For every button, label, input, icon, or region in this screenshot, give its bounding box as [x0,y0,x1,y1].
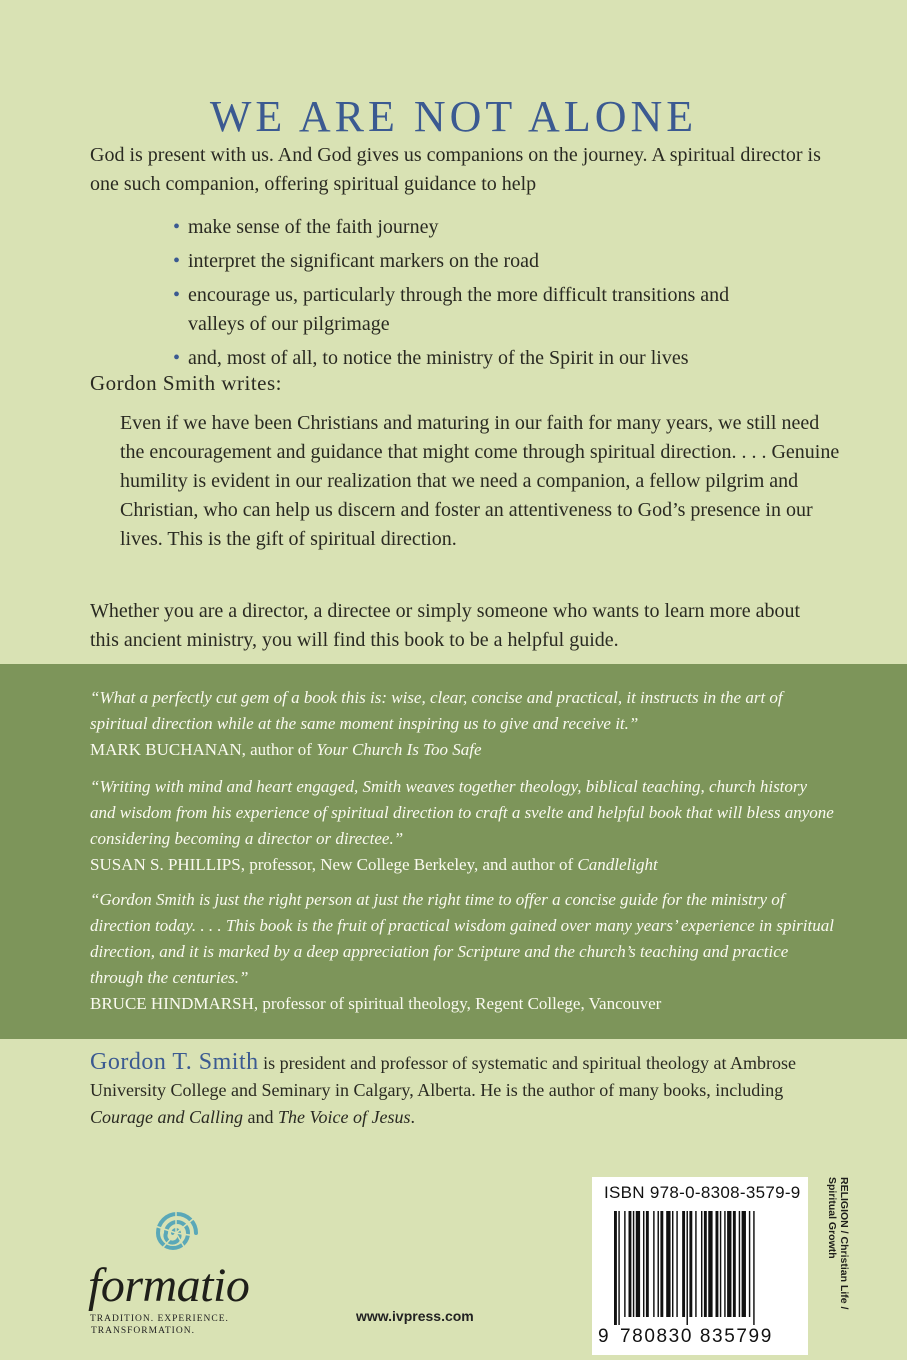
intro-section [90,141,830,378]
bullet-item: • encourage us, particularly through the more difficult transitions and valleys of our pilgrimage [173,281,783,339]
endorsement-attribution: BRUCE HINDMARSH, professor of spiritual theology, Regent College, Vancouver [90,994,662,1013]
bullet-item: • interpret the significant markers on the road [173,247,830,276]
endorser-name: SUSAN S. PHILLIPS [90,855,241,874]
endorsement [90,774,835,878]
endorser-book: Your Church Is Too Safe [316,740,482,759]
endorsement-attribution: SUSAN S. PHILLIPS, professor, New College Berkeley, and author of Candlelight [90,855,658,874]
author-quote: Even if we have been Christians and maturing in our faith for many years, we still need the encouragement and guidance that might come through spiritual direction. . . . Genuine humility is evident in our realization that we need a companion, a fellow pilgrim and Christian, who can help us discern and foster an attentiveness to God’s presence in our lives. This is the gift of spiritual direction. [120,412,840,550]
bullet-dot-icon: • [173,347,181,369]
author-bio: Gordon T. Smith is president and professor of systematic and spiritual theology at Ambrose University College and Seminary in Calgary, Alberta. He is the author of many books, including Courage and Calling and The Voice of Jesus. [90,1049,797,1127]
barcode-icon [614,1211,798,1325]
logo-wordmark: formatio [88,1259,250,1312]
formatio-logo [88,1205,258,1335]
author-name: Gordon T. Smith [90,1049,259,1075]
logo-tagline: TRADITION. EXPERIENCE. [90,1314,229,1324]
book-title: The Voice of Jesus [278,1107,411,1127]
bullet-dot-icon: • [173,284,181,306]
endorsement [90,887,835,1017]
book-title: Courage and Calling [90,1107,244,1127]
endorsement-band [0,664,907,1039]
publisher-website[interactable]: www.ivpress.com [356,1308,474,1324]
nautilus-shell-icon [146,1205,206,1261]
closing-paragraph: Whether you are a director, a directee or simply someone who wants to learn more about this ancient ministry, you will find this book to be a helpful guide. [90,600,801,651]
barcode-panel: ISBN 978-0-8308-3579-9 9 780830 835799 [592,1177,808,1355]
writes-label: Gordon Smith writes: [90,371,282,395]
bullet-item: • make sense of the faith journey [173,213,830,242]
endorsement [90,685,835,763]
endorser-book: Candlelight [577,855,658,874]
bullet-dot-icon: • [173,216,181,238]
endorsement-quote: “What a perfectly cut gem of a book this is: wise, clear, concise and practical, it instructs in the art of spiritual direction while at the same moment inspiring us to give and receive it.” [90,688,783,733]
endorsement-attribution: MARK BUCHANAN, author of Your Church Is Too Safe [90,740,482,759]
bullet-item: • and, most of all, to notice the ministry of the Spirit in our lives [173,344,830,373]
intro-paragraph: God is present with us. And God gives us companions on the journey. A spiritual director is one such companion, offering spiritual guidance to help [90,144,821,195]
category-label: RELIGION / Christian Life / Spiritual Growth [826,1177,850,1310]
endorser-name: BRUCE HINDMARSH [90,994,254,1013]
bullet-dot-icon: • [173,250,181,272]
endorsement-quote: “Gordon Smith is just the right person at just the right time to offer a concise guide for the ministry of direction today. . . . This book is the fruit of practical wisdom gained over many years’ experience in spiritual direction, and it is marked by a deep appreciation for Scripture and the church’s teaching and practice through the centuries.” [90,890,834,987]
bullet-list [173,213,830,373]
logo-tagline: TRANSFORMATION. [91,1326,195,1336]
endorser-name: MARK BUCHANAN [90,740,242,759]
isbn-label: ISBN 978-0-8308-3579-9 [604,1183,801,1202]
cover-title: WE ARE NOT ALONE [209,92,698,142]
endorsement-quote: “Writing with mind and heart engaged, Smith weaves together theology, biblical teaching, church history and wisdom from his experience of spiritual direction to craft a svelte and helpful book that will bless anyone considering becoming a director or directee.” [90,777,834,848]
